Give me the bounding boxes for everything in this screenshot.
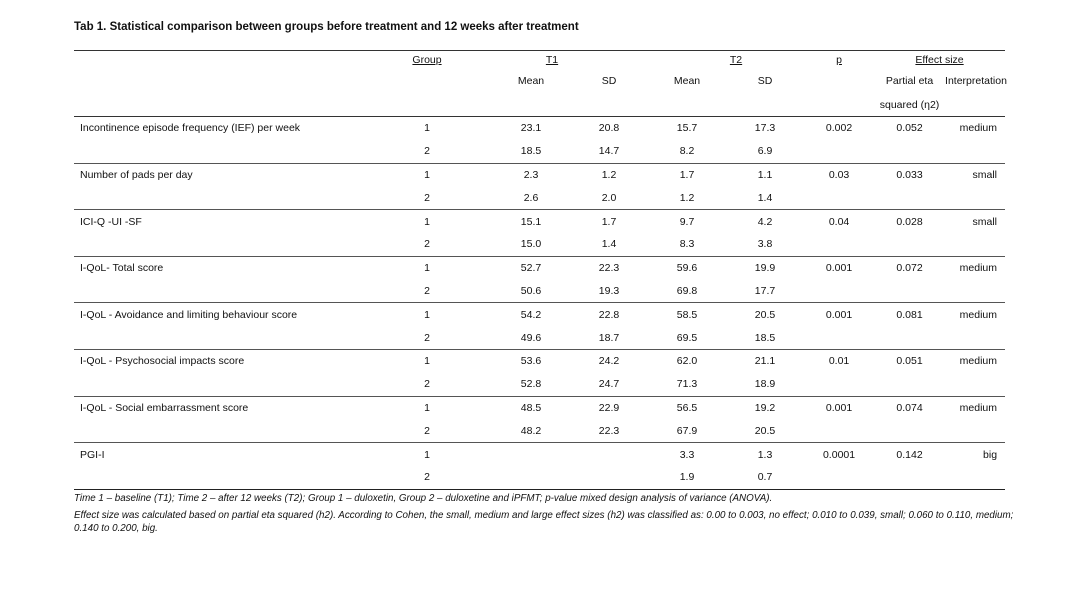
eta-cell: 0.033 <box>896 168 923 181</box>
t1-sd-cell: 22.9 <box>598 401 620 414</box>
t1-mean-cell: 49.6 <box>492 326 570 349</box>
t2-sd-cell: 1.3 <box>757 448 773 461</box>
table-row <box>74 140 1005 163</box>
p-value-cell: 0.002 <box>825 122 853 135</box>
table-row <box>74 373 1005 396</box>
t2-sd-cell: 4.2 <box>757 215 773 228</box>
interpretation-cell: small <box>972 215 998 228</box>
t1-mean-cell: 48.5 <box>520 401 542 414</box>
t2-mean-header: Mean <box>673 75 701 87</box>
group-cell: 2 <box>362 233 492 256</box>
eta-cell: 0.074 <box>896 401 923 414</box>
measure-label: Incontinence episode frequency (IEF) per week <box>80 122 301 135</box>
table-row <box>74 256 1005 279</box>
t2-mean-cell: 71.3 <box>648 373 726 396</box>
t1-sd-cell: 22.3 <box>570 419 648 442</box>
t1-header: T1 <box>545 53 559 66</box>
t2-mean-cell: 59.6 <box>676 262 698 275</box>
p-header: p <box>836 53 842 66</box>
table-row <box>74 186 1005 209</box>
t2-mean-cell: 8.2 <box>648 140 726 163</box>
t1-sd-cell: 20.8 <box>598 122 620 135</box>
t2-sd-cell: 18.5 <box>726 326 804 349</box>
eta-cell: 0.081 <box>896 308 923 321</box>
t2-mean-cell: 67.9 <box>648 419 726 442</box>
p-value-cell: 0.03 <box>828 168 850 181</box>
eta-cell: 0.072 <box>896 262 923 275</box>
t2-sd-cell: 1.1 <box>757 168 773 181</box>
table-row <box>74 303 1005 326</box>
t1-sd-cell <box>570 466 648 489</box>
interpretation-cell: medium <box>959 401 998 414</box>
header-row-2 <box>74 68 1005 94</box>
table-row <box>74 326 1005 349</box>
table-caption: Tab 1. Statistical comparison between groups before treatment and 12 weeks after treatment <box>74 21 579 33</box>
table-row <box>74 280 1005 303</box>
t2-sd-cell: 20.5 <box>726 419 804 442</box>
t2-mean-cell: 1.9 <box>648 466 726 489</box>
table-row <box>74 396 1005 419</box>
t2-sd-cell: 19.9 <box>754 262 776 275</box>
measure-label: PGI-I <box>80 448 105 461</box>
t2-sd-cell: 21.1 <box>754 355 776 368</box>
t2-sd-cell: 3.8 <box>726 233 804 256</box>
t1-mean-cell: 2.6 <box>492 186 570 209</box>
t2-mean-cell: 58.5 <box>676 308 698 321</box>
interpretation-header: Interpretation <box>945 75 1007 87</box>
group-cell: 2 <box>362 466 492 489</box>
table-row <box>74 419 1005 442</box>
t1-sd-cell: 1.2 <box>601 168 617 181</box>
t2-mean-cell: 56.5 <box>676 401 698 414</box>
t1-sd-cell: 22.3 <box>598 262 620 275</box>
t1-mean-cell: 50.6 <box>492 280 570 303</box>
effect-size-header: Effect size <box>915 53 964 66</box>
t1-sd-cell: 2.0 <box>570 186 648 209</box>
table-row <box>74 233 1005 256</box>
group-cell: 2 <box>362 140 492 163</box>
t2-sd-cell: 17.3 <box>754 122 776 135</box>
group-cell: 1 <box>424 448 430 461</box>
t1-mean-cell: 23.1 <box>520 122 542 135</box>
t1-sd-cell: 1.7 <box>601 215 617 228</box>
group-cell: 1 <box>424 401 430 414</box>
eta-cell: 0.142 <box>896 448 923 461</box>
interpretation-cell: medium <box>959 308 998 321</box>
t2-mean-cell: 1.2 <box>648 186 726 209</box>
t1-mean-cell: 52.7 <box>520 262 542 275</box>
t1-mean-cell: 48.2 <box>492 419 570 442</box>
t1-sd-cell: 24.2 <box>598 355 620 368</box>
t2-sd-cell: 6.9 <box>726 140 804 163</box>
measure-label: ICI-Q -UI -SF <box>80 215 142 228</box>
measure-label: I-QoL - Avoidance and limiting behaviour score <box>80 308 298 321</box>
t1-mean-cell: 54.2 <box>520 308 542 321</box>
t1-mean-cell <box>492 443 570 466</box>
measure-label: I-QoL - Psychosocial impacts score <box>80 355 245 368</box>
note-effect-size: Effect size was calculated based on partial eta squared (h2). According to Cohen, the small, medium and large effect sizes (h2) was classified as: 0.00 to 0.003, no effect; 0.010 to 0.039, small; 0.060 to 0.110, medium; 0.140 to 0.200, big. <box>74 510 1014 534</box>
eta-cell: 0.028 <box>896 215 923 228</box>
t1-mean-cell: 15.0 <box>492 233 570 256</box>
measure-label: I-QoL - Social embarrassment score <box>80 401 249 414</box>
measure-label: I-QoL- Total score <box>80 262 164 275</box>
table-row <box>74 210 1005 233</box>
eta-squared-header: squared (η2) <box>874 94 945 117</box>
t1-sd-cell: 24.7 <box>570 373 648 396</box>
group-cell: 2 <box>362 280 492 303</box>
t2-sd-cell: 19.2 <box>754 401 776 414</box>
t2-mean-cell: 15.7 <box>676 122 698 135</box>
t1-mean-header: Mean <box>517 75 545 87</box>
interpretation-cell: medium <box>959 262 998 275</box>
t2-mean-cell: 9.7 <box>679 215 695 228</box>
interpretation-cell: small <box>972 168 998 181</box>
measure-label: Number of pads per day <box>80 168 193 181</box>
table-row <box>74 117 1005 140</box>
header-row-3 <box>74 94 1005 117</box>
t2-sd-header: SD <box>757 75 773 87</box>
t2-sd-cell: 1.4 <box>726 186 804 209</box>
t2-mean-cell: 3.3 <box>679 448 695 461</box>
group-cell: 1 <box>424 215 430 228</box>
p-value-cell: 0.001 <box>825 401 853 414</box>
p-value-cell: 0.001 <box>825 308 853 321</box>
interpretation-cell: big <box>983 448 998 461</box>
t1-mean-cell: 2.3 <box>523 168 539 181</box>
table-row <box>74 163 1005 186</box>
t1-sd-cell: 1.4 <box>570 233 648 256</box>
t1-sd-header: SD <box>601 75 617 87</box>
group-cell: 2 <box>362 373 492 396</box>
t1-sd-cell: 14.7 <box>570 140 648 163</box>
t2-mean-cell: 69.5 <box>648 326 726 349</box>
group-cell: 1 <box>424 168 430 181</box>
t2-mean-cell: 62.0 <box>676 355 698 368</box>
t2-mean-cell: 8.3 <box>648 233 726 256</box>
t2-sd-cell: 20.5 <box>754 308 776 321</box>
t1-mean-cell: 18.5 <box>492 140 570 163</box>
t1-sd-cell: 22.8 <box>598 308 620 321</box>
note-abbreviations: Time 1 – baseline (T1); Time 2 – after 12 weeks (T2); Group 1 – duloxetin, Group 2 – duloxetine and iPFMT; p-value mixed design analysis of variance (ANOVA). <box>74 493 773 504</box>
group-cell: 1 <box>424 262 430 275</box>
interpretation-cell: medium <box>959 355 998 368</box>
partial-eta-header: Partial eta <box>885 75 934 87</box>
t1-mean-cell: 52.8 <box>492 373 570 396</box>
t1-sd-cell <box>570 443 648 466</box>
group-cell: 2 <box>362 326 492 349</box>
p-value-cell: 0.001 <box>825 262 853 275</box>
interpretation-cell: medium <box>959 122 998 135</box>
table-notes <box>74 492 1014 539</box>
group-cell: 2 <box>362 186 492 209</box>
p-value-cell: 0.01 <box>828 355 850 368</box>
t2-sd-cell: 18.9 <box>726 373 804 396</box>
t1-sd-cell: 19.3 <box>570 280 648 303</box>
eta-cell: 0.052 <box>896 122 923 135</box>
table-row <box>74 349 1005 372</box>
t1-mean-cell <box>492 466 570 489</box>
group-cell: 2 <box>362 419 492 442</box>
p-value-cell: 0.04 <box>828 215 850 228</box>
t2-header: T2 <box>729 53 743 66</box>
t2-mean-cell: 1.7 <box>679 168 695 181</box>
group-cell: 1 <box>424 308 430 321</box>
t2-sd-cell: 17.7 <box>726 280 804 303</box>
group-cell: 1 <box>424 122 430 135</box>
header-row-1 <box>74 51 1005 69</box>
t1-sd-cell: 18.7 <box>570 326 648 349</box>
table-row <box>74 466 1005 489</box>
t2-mean-cell: 69.8 <box>648 280 726 303</box>
t2-sd-cell: 0.7 <box>726 466 804 489</box>
t1-mean-cell: 15.1 <box>520 215 542 228</box>
table-row <box>74 443 1005 466</box>
p-value-cell: 0.0001 <box>822 448 856 461</box>
t1-mean-cell: 53.6 <box>520 355 542 368</box>
results-table <box>74 50 1005 490</box>
group-header: Group <box>412 53 442 66</box>
eta-cell: 0.051 <box>896 355 923 368</box>
group-cell: 1 <box>424 355 430 368</box>
